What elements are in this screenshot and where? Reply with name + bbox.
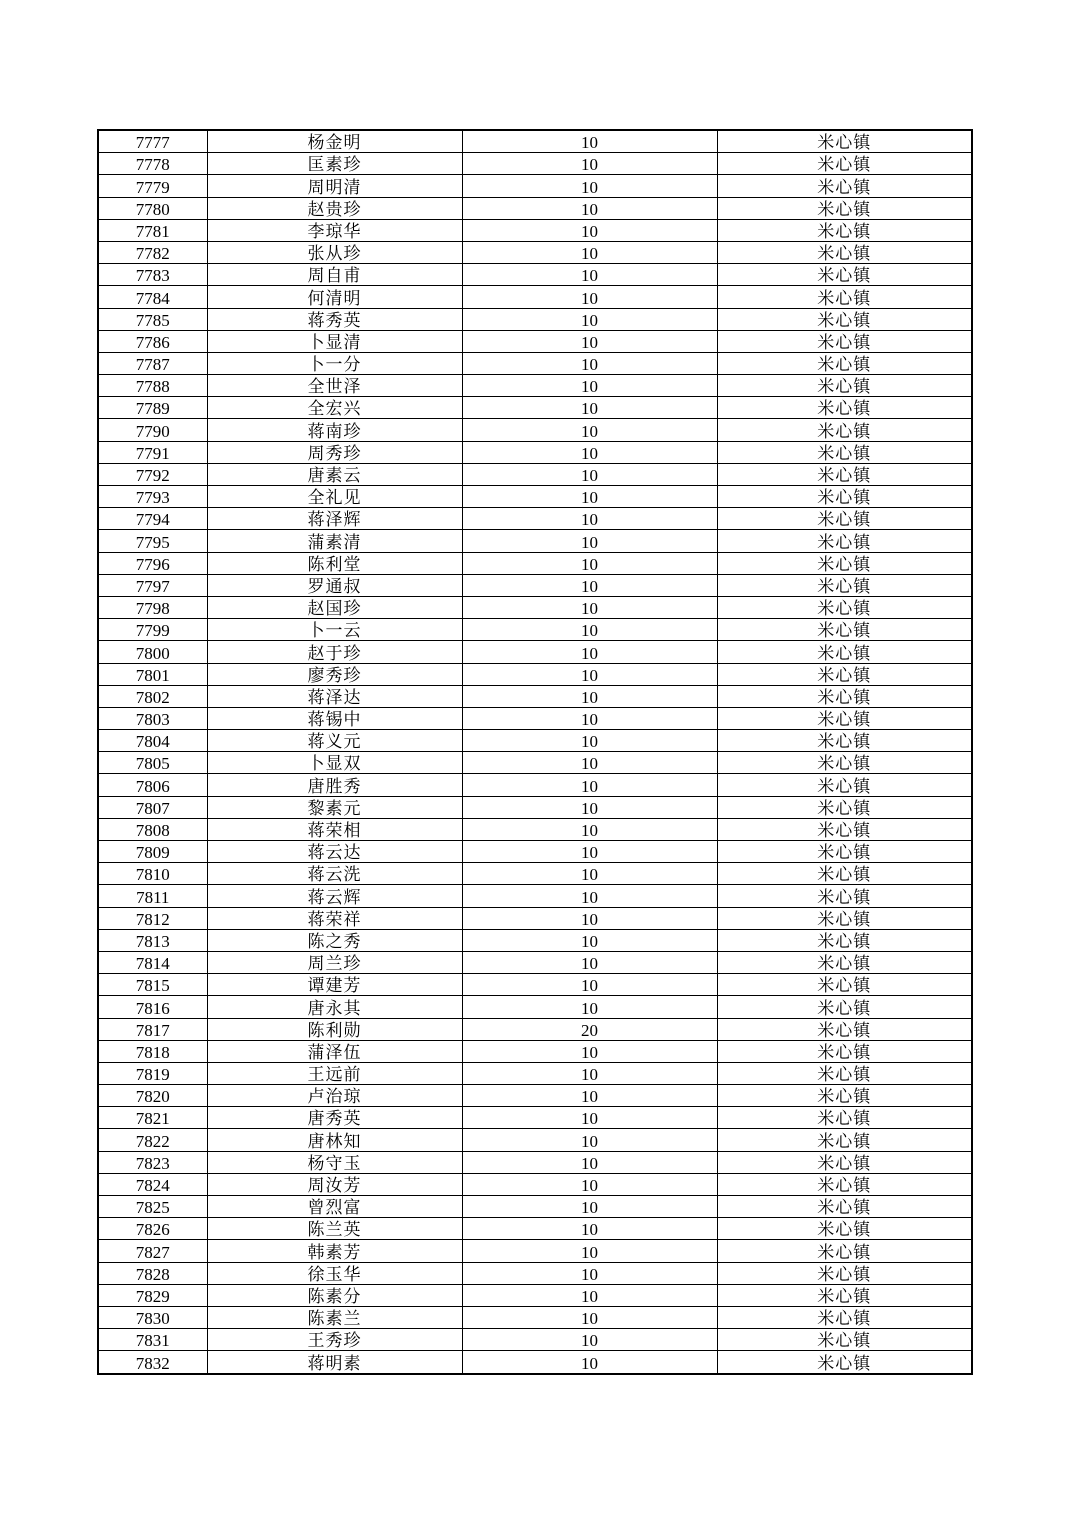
table-row xyxy=(98,707,972,729)
row-number-cell: 7798 xyxy=(98,596,207,618)
town-cell: 米心镇 xyxy=(717,508,972,530)
row-number-cell: 7796 xyxy=(98,552,207,574)
name-cell: 蒋云辉 xyxy=(207,885,462,907)
name-cell: 卜一分 xyxy=(207,352,462,374)
town-cell: 米心镇 xyxy=(717,130,972,153)
name-cell: 陈利堂 xyxy=(207,552,462,574)
table-row xyxy=(98,1284,972,1306)
town-cell: 米心镇 xyxy=(717,596,972,618)
amount-cell: 10 xyxy=(462,663,717,685)
name-cell: 陈素分 xyxy=(207,1284,462,1306)
name-cell: 蒋荣相 xyxy=(207,818,462,840)
name-cell: 唐素云 xyxy=(207,463,462,485)
name-cell: 蒋云洗 xyxy=(207,863,462,885)
town-cell: 米心镇 xyxy=(717,419,972,441)
name-cell: 杨金明 xyxy=(207,130,462,153)
amount-cell: 10 xyxy=(462,774,717,796)
town-cell: 米心镇 xyxy=(717,774,972,796)
town-cell: 米心镇 xyxy=(717,463,972,485)
amount-cell: 10 xyxy=(462,486,717,508)
amount-cell: 10 xyxy=(462,1306,717,1328)
roster-table xyxy=(97,129,973,1375)
name-cell: 廖秀珍 xyxy=(207,663,462,685)
table-row xyxy=(98,1107,972,1129)
town-cell: 米心镇 xyxy=(717,1018,972,1040)
town-cell: 米心镇 xyxy=(717,1085,972,1107)
amount-cell: 10 xyxy=(462,752,717,774)
town-cell: 米心镇 xyxy=(717,441,972,463)
amount-cell: 10 xyxy=(462,596,717,618)
town-cell: 米心镇 xyxy=(717,974,972,996)
amount-cell: 10 xyxy=(462,1040,717,1062)
name-cell: 卜显清 xyxy=(207,330,462,352)
town-cell: 米心镇 xyxy=(717,1218,972,1240)
row-number-cell: 7800 xyxy=(98,641,207,663)
row-number-cell: 7795 xyxy=(98,530,207,552)
row-number-cell: 7789 xyxy=(98,397,207,419)
table-row xyxy=(98,175,972,197)
table-row xyxy=(98,1040,972,1062)
row-number-cell: 7788 xyxy=(98,375,207,397)
table-row xyxy=(98,130,972,153)
amount-cell: 10 xyxy=(462,907,717,929)
amount-cell: 10 xyxy=(462,619,717,641)
table-row xyxy=(98,574,972,596)
name-cell: 蒋义元 xyxy=(207,730,462,752)
table-row xyxy=(98,974,972,996)
town-cell: 米心镇 xyxy=(717,752,972,774)
town-cell: 米心镇 xyxy=(717,907,972,929)
row-number-cell: 7831 xyxy=(98,1329,207,1351)
town-cell: 米心镇 xyxy=(717,1173,972,1195)
name-cell: 周秀珍 xyxy=(207,441,462,463)
amount-cell: 10 xyxy=(462,241,717,263)
row-number-cell: 7802 xyxy=(98,685,207,707)
town-cell: 米心镇 xyxy=(717,863,972,885)
town-cell: 米心镇 xyxy=(717,1306,972,1328)
name-cell: 蒋秀英 xyxy=(207,308,462,330)
table-row xyxy=(98,1018,972,1040)
table-row xyxy=(98,730,972,752)
row-number-cell: 7786 xyxy=(98,330,207,352)
town-cell: 米心镇 xyxy=(717,1107,972,1129)
name-cell: 唐胜秀 xyxy=(207,774,462,796)
row-number-cell: 7816 xyxy=(98,996,207,1018)
amount-cell: 10 xyxy=(462,574,717,596)
amount-cell: 10 xyxy=(462,264,717,286)
table-row xyxy=(98,951,972,973)
table-row xyxy=(98,264,972,286)
town-cell: 米心镇 xyxy=(717,175,972,197)
table-row xyxy=(98,530,972,552)
town-cell: 米心镇 xyxy=(717,685,972,707)
name-cell: 周兰珍 xyxy=(207,951,462,973)
row-number-cell: 7782 xyxy=(98,241,207,263)
amount-cell: 10 xyxy=(462,996,717,1018)
row-number-cell: 7827 xyxy=(98,1240,207,1262)
amount-cell: 10 xyxy=(462,197,717,219)
table-row xyxy=(98,1196,972,1218)
amount-cell: 10 xyxy=(462,130,717,153)
table-row xyxy=(98,796,972,818)
amount-cell: 10 xyxy=(462,951,717,973)
table-row xyxy=(98,286,972,308)
town-cell: 米心镇 xyxy=(717,241,972,263)
town-cell: 米心镇 xyxy=(717,707,972,729)
name-cell: 蒲泽伍 xyxy=(207,1040,462,1062)
name-cell: 唐林知 xyxy=(207,1129,462,1151)
row-number-cell: 7814 xyxy=(98,951,207,973)
name-cell: 蒋明素 xyxy=(207,1351,462,1374)
amount-cell: 10 xyxy=(462,530,717,552)
row-number-cell: 7828 xyxy=(98,1262,207,1284)
row-number-cell: 7806 xyxy=(98,774,207,796)
table-row xyxy=(98,619,972,641)
town-cell: 米心镇 xyxy=(717,1129,972,1151)
table-row xyxy=(98,308,972,330)
town-cell: 米心镇 xyxy=(717,818,972,840)
name-cell: 蒋云达 xyxy=(207,841,462,863)
name-cell: 全礼见 xyxy=(207,486,462,508)
row-number-cell: 7777 xyxy=(98,130,207,153)
table-row xyxy=(98,1173,972,1195)
table-row xyxy=(98,752,972,774)
name-cell: 赵于珍 xyxy=(207,641,462,663)
town-cell: 米心镇 xyxy=(717,375,972,397)
table-row xyxy=(98,818,972,840)
table-row xyxy=(98,486,972,508)
amount-cell: 10 xyxy=(462,219,717,241)
row-number-cell: 7799 xyxy=(98,619,207,641)
town-cell: 米心镇 xyxy=(717,885,972,907)
amount-cell: 10 xyxy=(462,1173,717,1195)
table-row xyxy=(98,1240,972,1262)
amount-cell: 10 xyxy=(462,175,717,197)
name-cell: 谭建芳 xyxy=(207,974,462,996)
row-number-cell: 7825 xyxy=(98,1196,207,1218)
name-cell: 周明清 xyxy=(207,175,462,197)
town-cell: 米心镇 xyxy=(717,264,972,286)
name-cell: 张从珍 xyxy=(207,241,462,263)
town-cell: 米心镇 xyxy=(717,1329,972,1351)
town-cell: 米心镇 xyxy=(717,1284,972,1306)
table-row xyxy=(98,1329,972,1351)
town-cell: 米心镇 xyxy=(717,219,972,241)
table-row xyxy=(98,508,972,530)
amount-cell: 10 xyxy=(462,463,717,485)
name-cell: 何清明 xyxy=(207,286,462,308)
row-number-cell: 7822 xyxy=(98,1129,207,1151)
name-cell: 蒲素清 xyxy=(207,530,462,552)
amount-cell: 10 xyxy=(462,397,717,419)
roster-table-body xyxy=(98,130,972,1374)
table-row xyxy=(98,885,972,907)
amount-cell: 10 xyxy=(462,419,717,441)
table-row xyxy=(98,352,972,374)
name-cell: 陈兰英 xyxy=(207,1218,462,1240)
town-cell: 米心镇 xyxy=(717,730,972,752)
table-row xyxy=(98,375,972,397)
town-cell: 米心镇 xyxy=(717,308,972,330)
town-cell: 米心镇 xyxy=(717,153,972,175)
row-number-cell: 7815 xyxy=(98,974,207,996)
table-row xyxy=(98,1262,972,1284)
table-row xyxy=(98,419,972,441)
row-number-cell: 7832 xyxy=(98,1351,207,1374)
amount-cell: 10 xyxy=(462,685,717,707)
table-row xyxy=(98,441,972,463)
table-row xyxy=(98,907,972,929)
name-cell: 陈利勋 xyxy=(207,1018,462,1040)
name-cell: 蒋南珍 xyxy=(207,419,462,441)
table-row xyxy=(98,996,972,1018)
row-number-cell: 7801 xyxy=(98,663,207,685)
name-cell: 蒋泽达 xyxy=(207,685,462,707)
name-cell: 陈之秀 xyxy=(207,929,462,951)
town-cell: 米心镇 xyxy=(717,641,972,663)
amount-cell: 10 xyxy=(462,841,717,863)
table-row xyxy=(98,1351,972,1374)
name-cell: 王远前 xyxy=(207,1062,462,1084)
table-row xyxy=(98,1062,972,1084)
row-number-cell: 7784 xyxy=(98,286,207,308)
amount-cell: 10 xyxy=(462,818,717,840)
table-row xyxy=(98,774,972,796)
table-row xyxy=(98,197,972,219)
table-row xyxy=(98,397,972,419)
amount-cell: 10 xyxy=(462,1329,717,1351)
table-row xyxy=(98,1129,972,1151)
town-cell: 米心镇 xyxy=(717,1240,972,1262)
town-cell: 米心镇 xyxy=(717,929,972,951)
table-row xyxy=(98,330,972,352)
amount-cell: 10 xyxy=(462,929,717,951)
row-number-cell: 7821 xyxy=(98,1107,207,1129)
name-cell: 蒋泽辉 xyxy=(207,508,462,530)
amount-cell: 10 xyxy=(462,1262,717,1284)
town-cell: 米心镇 xyxy=(717,796,972,818)
row-number-cell: 7829 xyxy=(98,1284,207,1306)
name-cell: 卜显双 xyxy=(207,752,462,774)
town-cell: 米心镇 xyxy=(717,530,972,552)
town-cell: 米心镇 xyxy=(717,286,972,308)
town-cell: 米心镇 xyxy=(717,574,972,596)
row-number-cell: 7830 xyxy=(98,1306,207,1328)
name-cell: 陈素兰 xyxy=(207,1306,462,1328)
amount-cell: 10 xyxy=(462,441,717,463)
town-cell: 米心镇 xyxy=(717,197,972,219)
amount-cell: 10 xyxy=(462,863,717,885)
amount-cell: 10 xyxy=(462,707,717,729)
name-cell: 徐玉华 xyxy=(207,1262,462,1284)
table-row xyxy=(98,863,972,885)
town-cell: 米心镇 xyxy=(717,663,972,685)
row-number-cell: 7820 xyxy=(98,1085,207,1107)
amount-cell: 10 xyxy=(462,308,717,330)
name-cell: 蒋荣祥 xyxy=(207,907,462,929)
amount-cell: 10 xyxy=(462,330,717,352)
row-number-cell: 7810 xyxy=(98,863,207,885)
name-cell: 王秀珍 xyxy=(207,1329,462,1351)
town-cell: 米心镇 xyxy=(717,1351,972,1374)
town-cell: 米心镇 xyxy=(717,330,972,352)
town-cell: 米心镇 xyxy=(717,1262,972,1284)
table-row xyxy=(98,463,972,485)
name-cell: 李琼华 xyxy=(207,219,462,241)
amount-cell: 10 xyxy=(462,1129,717,1151)
row-number-cell: 7804 xyxy=(98,730,207,752)
row-number-cell: 7818 xyxy=(98,1040,207,1062)
amount-cell: 10 xyxy=(462,508,717,530)
amount-cell: 10 xyxy=(462,796,717,818)
name-cell: 卢治琼 xyxy=(207,1085,462,1107)
amount-cell: 10 xyxy=(462,352,717,374)
table-row xyxy=(98,1306,972,1328)
table-row xyxy=(98,596,972,618)
name-cell: 周汝芳 xyxy=(207,1173,462,1195)
amount-cell: 10 xyxy=(462,286,717,308)
row-number-cell: 7813 xyxy=(98,929,207,951)
amount-cell: 10 xyxy=(462,1085,717,1107)
table-row xyxy=(98,1151,972,1173)
table-row xyxy=(98,663,972,685)
amount-cell: 10 xyxy=(462,1107,717,1129)
row-number-cell: 7779 xyxy=(98,175,207,197)
row-number-cell: 7785 xyxy=(98,308,207,330)
row-number-cell: 7797 xyxy=(98,574,207,596)
town-cell: 米心镇 xyxy=(717,1040,972,1062)
name-cell: 全世泽 xyxy=(207,375,462,397)
amount-cell: 10 xyxy=(462,1351,717,1374)
town-cell: 米心镇 xyxy=(717,841,972,863)
name-cell: 唐永其 xyxy=(207,996,462,1018)
amount-cell: 10 xyxy=(462,1284,717,1306)
name-cell: 韩素芳 xyxy=(207,1240,462,1262)
amount-cell: 10 xyxy=(462,974,717,996)
row-number-cell: 7826 xyxy=(98,1218,207,1240)
table-row xyxy=(98,219,972,241)
town-cell: 米心镇 xyxy=(717,1062,972,1084)
row-number-cell: 7811 xyxy=(98,885,207,907)
row-number-cell: 7805 xyxy=(98,752,207,774)
table-row xyxy=(98,1085,972,1107)
amount-cell: 10 xyxy=(462,1196,717,1218)
row-number-cell: 7819 xyxy=(98,1062,207,1084)
table-row xyxy=(98,552,972,574)
row-number-cell: 7791 xyxy=(98,441,207,463)
name-cell: 罗通叔 xyxy=(207,574,462,596)
name-cell: 卜一云 xyxy=(207,619,462,641)
town-cell: 米心镇 xyxy=(717,996,972,1018)
amount-cell: 10 xyxy=(462,885,717,907)
name-cell: 杨守玉 xyxy=(207,1151,462,1173)
table-row xyxy=(98,685,972,707)
amount-cell: 10 xyxy=(462,375,717,397)
name-cell: 赵国珍 xyxy=(207,596,462,618)
table-row xyxy=(98,1218,972,1240)
table-row xyxy=(98,929,972,951)
amount-cell: 10 xyxy=(462,730,717,752)
amount-cell: 10 xyxy=(462,1062,717,1084)
town-cell: 米心镇 xyxy=(717,1196,972,1218)
name-cell: 赵贵珍 xyxy=(207,197,462,219)
amount-cell: 10 xyxy=(462,1240,717,1262)
row-number-cell: 7781 xyxy=(98,219,207,241)
table-row xyxy=(98,241,972,263)
row-number-cell: 7787 xyxy=(98,352,207,374)
row-number-cell: 7807 xyxy=(98,796,207,818)
table-row xyxy=(98,641,972,663)
row-number-cell: 7812 xyxy=(98,907,207,929)
name-cell: 蒋锡中 xyxy=(207,707,462,729)
row-number-cell: 7824 xyxy=(98,1173,207,1195)
name-cell: 曾烈富 xyxy=(207,1196,462,1218)
row-number-cell: 7780 xyxy=(98,197,207,219)
name-cell: 黎素元 xyxy=(207,796,462,818)
row-number-cell: 7783 xyxy=(98,264,207,286)
name-cell: 唐秀英 xyxy=(207,1107,462,1129)
name-cell: 匡素珍 xyxy=(207,153,462,175)
town-cell: 米心镇 xyxy=(717,352,972,374)
town-cell: 米心镇 xyxy=(717,1151,972,1173)
amount-cell: 10 xyxy=(462,153,717,175)
row-number-cell: 7794 xyxy=(98,508,207,530)
town-cell: 米心镇 xyxy=(717,486,972,508)
row-number-cell: 7817 xyxy=(98,1018,207,1040)
town-cell: 米心镇 xyxy=(717,951,972,973)
row-number-cell: 7803 xyxy=(98,707,207,729)
amount-cell: 10 xyxy=(462,1218,717,1240)
row-number-cell: 7793 xyxy=(98,486,207,508)
row-number-cell: 7778 xyxy=(98,153,207,175)
row-number-cell: 7790 xyxy=(98,419,207,441)
town-cell: 米心镇 xyxy=(717,552,972,574)
row-number-cell: 7792 xyxy=(98,463,207,485)
table-row xyxy=(98,841,972,863)
amount-cell: 10 xyxy=(462,1151,717,1173)
amount-cell: 20 xyxy=(462,1018,717,1040)
table-row xyxy=(98,153,972,175)
town-cell: 米心镇 xyxy=(717,619,972,641)
amount-cell: 10 xyxy=(462,641,717,663)
row-number-cell: 7823 xyxy=(98,1151,207,1173)
town-cell: 米心镇 xyxy=(717,397,972,419)
row-number-cell: 7808 xyxy=(98,818,207,840)
name-cell: 周自甫 xyxy=(207,264,462,286)
amount-cell: 10 xyxy=(462,552,717,574)
row-number-cell: 7809 xyxy=(98,841,207,863)
name-cell: 全宏兴 xyxy=(207,397,462,419)
